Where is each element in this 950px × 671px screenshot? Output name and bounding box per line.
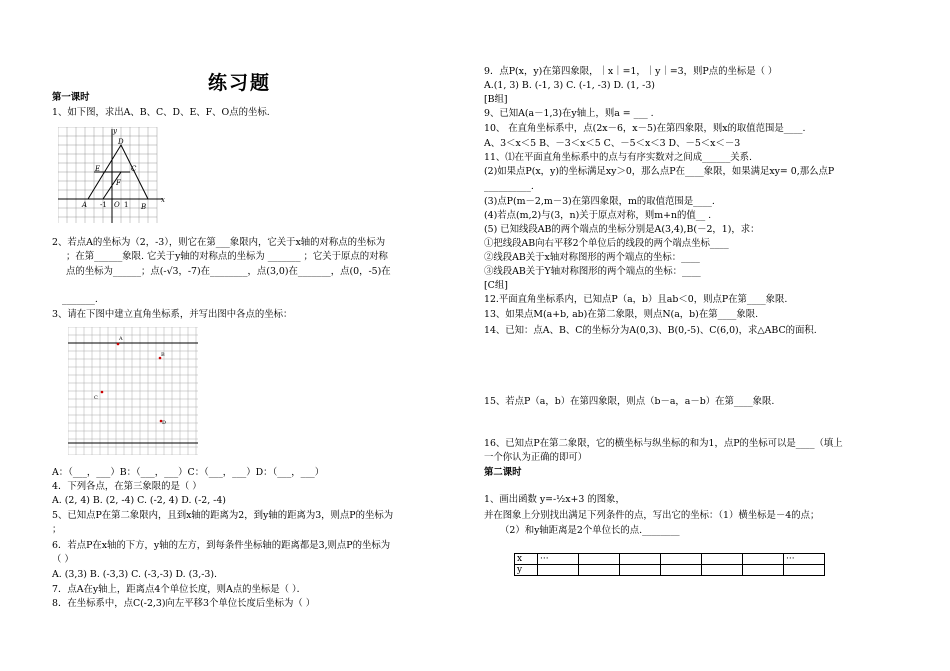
question-7: 7．点A在y轴上，距离点4个单位长度，则A点的坐标是（ ）． [52,584,307,595]
page-title: 练习题 [208,72,272,94]
section-1-heading: 第一课时 [52,92,90,103]
question-3: 3、请在下图中建立直角坐标系，并写出图中各点的坐标： [52,309,293,320]
question-11-part-4: (4)若点(m,2)与(3，n)关于原点对称，则m+n的值__ . [484,210,712,221]
question-6-options: A. (3,3) B. (-3,3) C. (-3,-3) D. (3,-3). [52,569,218,580]
section-2-heading: 第二课时 [484,467,522,478]
question-10-options: A、3＜x＜5 B、－3＜x＜5 C、－5＜x＜3 D、－5＜x＜－3 [484,138,741,149]
table-cell [620,554,661,565]
table-header-y: y [515,565,538,576]
question-2-line-1: 2、若点A的坐标为（2，-3），则它在第___象限内，它关于x轴的对称点的坐标为 [52,237,386,248]
question-16-line-1: 16、已知点P在第二象限，它的横坐标与纵坐标的和为1，点P的坐标可以是____（填上 [484,438,843,449]
table-cell: ··· [538,554,579,565]
table-cell [661,565,702,576]
point-b-label: B [141,203,147,211]
question-4-options: A. (2, 4) B. (2, -4) C. (-2, 4) D. (-2, -4) [52,495,226,506]
question-11-part-5b: ②线段AB关于x轴对称图形的两个端点的坐标：____ [484,252,700,263]
group-c-heading: [C组] [484,280,508,291]
question-13: 13、如果点M(a+b, ab)在第二象限，则点N(a，b)在第____象限. [484,309,759,320]
question-16-line-2: 一个你认为正确的即可） [484,452,588,463]
question-11-part-3: (3)点P(m－2,m－3)在第四象限，m的取值范围是____. [484,196,715,207]
point-a-label: A [82,201,88,209]
question-8: 8．在坐标系中，点C(-2,3)向左平移3个单位长度后坐标为（ ） [52,598,316,609]
question-14: 14、已知：点A、B、C的坐标分为A(0,3)、B(0,-5)、C(6,0)，求△ABC的面积. [484,325,817,336]
question-6-line-1: 6．若点P在x轴的下方，y轴的左方，到每条件坐标轴的距离都是3,则点P的坐标为 [52,540,391,551]
table-header-x: x [515,554,538,565]
question-11-part-1: 11、⑴在平面直角坐标系中的点与有序实数对之间成______关系. [484,152,753,163]
question-11-part-5: (5) 已知线段AB的两个端点的坐标分别是A(3,4),B(－2，1)，求： [484,224,760,235]
axis-x-label: x [161,196,165,204]
table-cell: ··· [784,554,825,565]
question-11-part-2: (2)如果点P(x，y)的坐标满足xy＞0，那么点P在____象限，如果满足xy= 0,那么点P [484,166,835,177]
table-cell [702,554,743,565]
grid2-point-a-label: A [119,336,123,342]
point-f-label: F [116,179,121,187]
question-10: 10、 在直角坐标系中，点(2x－6，x－5)在第四象限，则x的取值范围是____. [484,123,806,134]
question-5-line-2: ； [52,524,62,535]
table-cell [743,554,784,565]
question-1-section-2-line-2: 并在图象上分别找出满足下列条件的点，写出它的坐标：（1）横坐标是－4的点； [484,510,820,521]
question-5-line-1: 5、已知点P在第二象限内，且到x轴的距离为2，到y轴的距离为3，则点P的坐标为 [52,510,394,521]
table-cell [538,565,579,576]
question-2-line-3: 点的坐标为______；点(-√3，-7)在________，点(3,0)在_______，点(0，-5)在 [66,266,391,277]
table-row-y [515,565,825,576]
question-4: 4．下列各点，在第三象限的是（ ） [52,481,202,492]
question-9: 9．点P(x，y)在第四象限，｜x｜=1，｜y｜=3，则P点的坐标是（ ） [484,66,778,77]
axis-y-label: y [113,127,117,135]
question-2-line-4: _______. [62,294,98,305]
question-11-part-2-blank: __________. [484,181,534,192]
tick-one: 1 [124,201,129,209]
table-cell [579,565,620,576]
question-1-section-2-line-1: 1、画出函数 y=-½x+3 的图象， [484,494,625,505]
tick-minus-one: -1 [100,201,107,209]
point-e-label: E [95,165,101,173]
question-1-section-2-line-3: （2）和y轴距离是2个单位长的点.________ [500,525,680,536]
table-cell [702,565,743,576]
table-cell [743,565,784,576]
question-9-options: A.(1, 3) B. (-1, 3) C. (-1, -3) D. (1, -3) [484,80,655,91]
table-row-x [515,554,825,565]
grid2-point-c-label: C [94,395,98,401]
question-11-part-5c: ③线段AB关于Y轴对称图形的两个端点的坐标：____ [484,266,701,277]
point-d-label: D [118,138,124,146]
table-cell [620,565,661,576]
point-o-label: O [114,201,120,209]
coordinate-grid-figure-1 [58,127,176,223]
table-cell [579,554,620,565]
table-cell [784,565,825,576]
question-9b: 9、已知A(a－1,3)在y轴上，则a = ___ . [484,108,654,119]
question-15: 15、若点P（a，b）在第四象限，则点（b－a，a－b）在第____象限. [484,396,775,407]
grid2-point-b-label: B [161,352,165,358]
question-6-line-2: （ ） [52,554,74,565]
question-2-line-2: ；在第______象限. 它关于y轴的对称点的坐标为 _______ ；它关于原点的对称 [66,251,388,262]
table-cell [661,554,702,565]
grid2-point-d-label: D [162,420,167,426]
point-c-label: C [131,165,137,173]
coordinate-grid-figure-2 [68,327,198,455]
value-table [514,553,825,576]
question-12: 12.平面直角坐标系内，已知点P（a，b）且ab＜0，则点P在第____象限. [484,294,788,305]
question-1: 1、如下图，求出A、B、C、D、E、F、O点的坐标. [52,107,270,118]
question-3-answers: A：（___，___）B：（___，___）C：（___，___）D：（___，___） [52,467,325,478]
question-11-part-5a: ①把线段AB向右平移2个单位后的线段的两个端点坐标____ [484,238,729,249]
group-b-heading: [B组] [484,94,508,105]
